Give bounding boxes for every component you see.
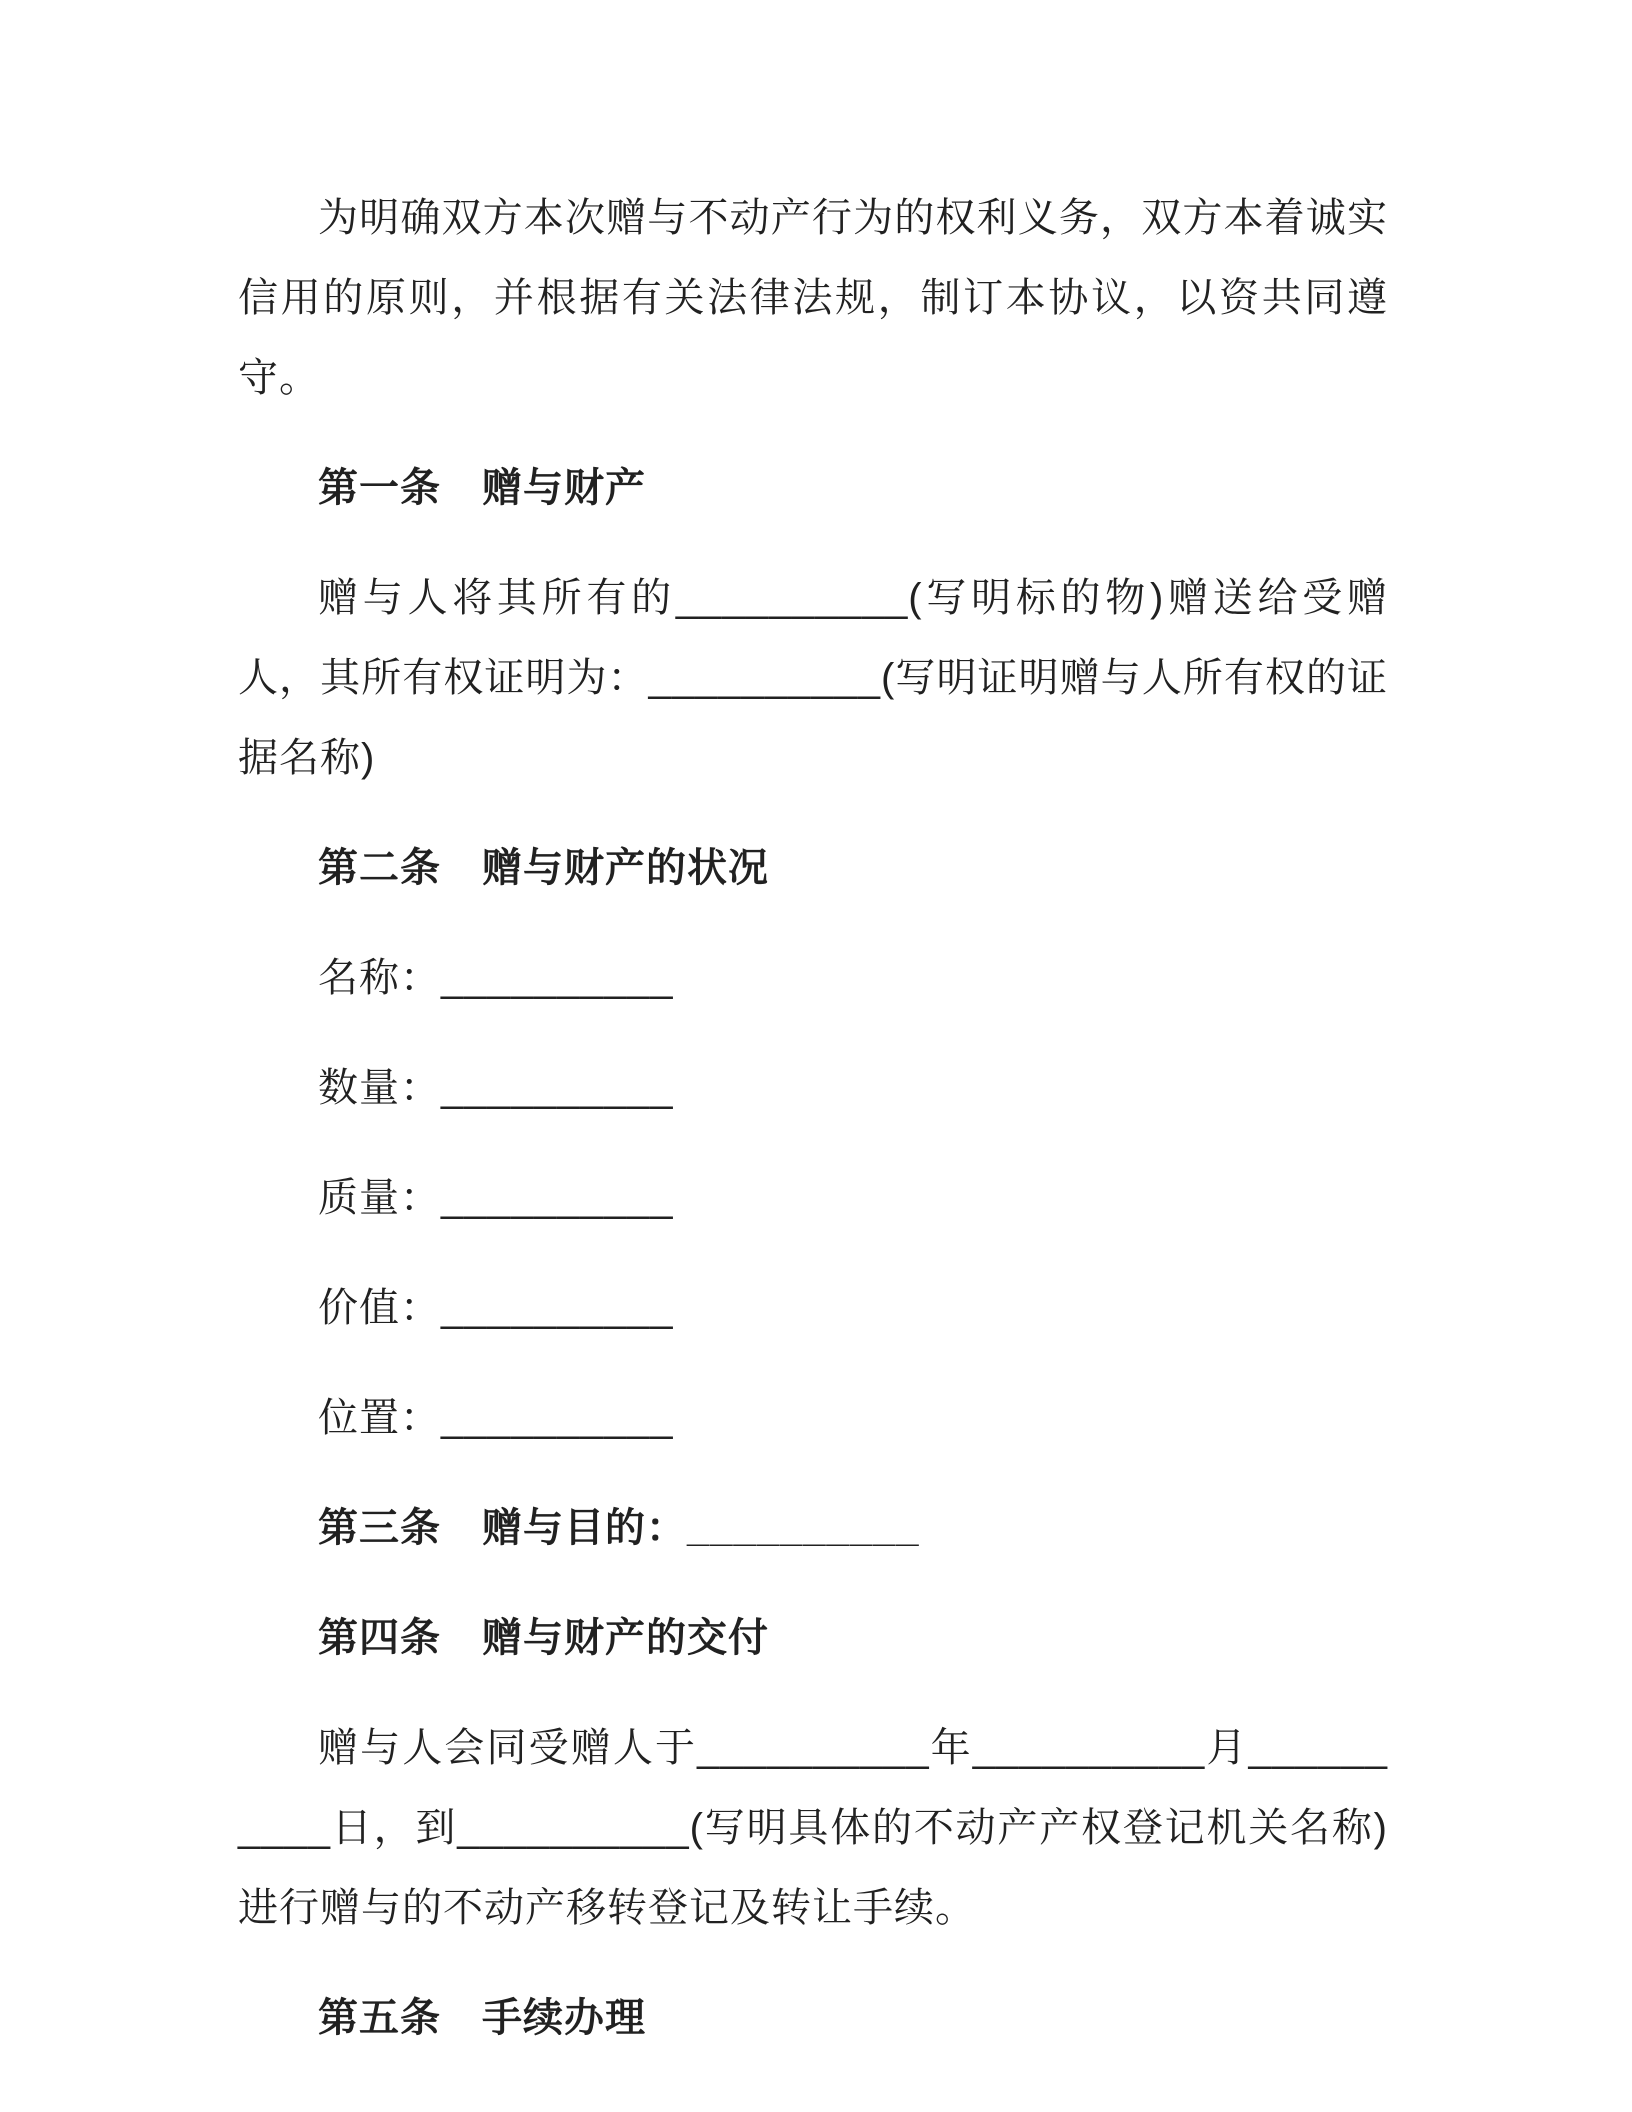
paragraph: 为明确双方本次赠与不动产行为的权利义务，双方本着诚实信用的原则，并根据有关法律法规，制订本协议，以资共同遵守。 — [238, 196, 1388, 400]
paragraph: 名称：__________ — [318, 956, 674, 1000]
paragraph: 赠与人会同受赠人于__________年__________月__________日，到__________(写明具体的不动产产权登记机关名称)进行赠与的不动产移转登记及转让手续。 — [238, 1726, 1388, 1930]
paragraph: 赠与人将其所有的__________(写明标的物)赠送给受赠人，其所有权证明为：__________(写明证明赠与人所有权的证据名称) — [238, 576, 1388, 780]
paragraph: 数量：__________ — [318, 1066, 674, 1110]
document-body — [238, 178, 1388, 2058]
section-heading: 第一条 赠与财产 — [318, 466, 646, 510]
paragraph: 价值：__________ — [318, 1286, 674, 1330]
section-heading: 第二条 赠与财产的状况 — [318, 846, 769, 890]
paragraph: 位置：__________ — [318, 1396, 674, 1440]
section-heading: 第三条 赠与目的：__________ — [318, 1506, 920, 1550]
paragraph: 质量：__________ — [318, 1176, 674, 1220]
section-heading: 第四条 赠与财产的交付 — [318, 1616, 769, 1660]
section-heading: 第五条 手续办理 — [318, 1996, 646, 2040]
